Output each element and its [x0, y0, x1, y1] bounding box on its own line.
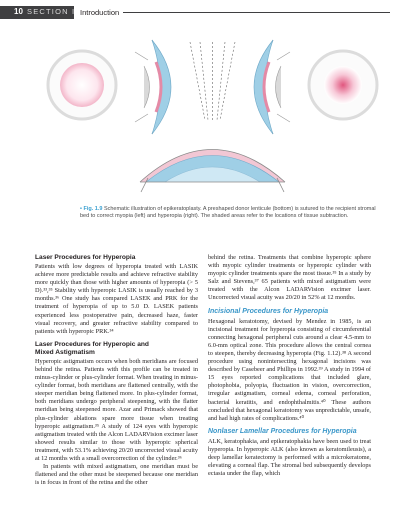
paragraph: behind the retina. Treatments that combine hyperopic sphere with myopic cylinder treatments or hyperopic cylinder with myopic cylinder treatments spare the most tissue.³⁵ In a study by Salz and Stevens,³⁷ 65 patients with mixed astigmatism were treated with the Alcon LADARVision excimer laser. Uncorrected visual acuity was 20/20 in 52% at 12 months. [208, 254, 371, 302]
guide-lines [190, 42, 235, 120]
heading-hyperopic-astig-line1: Laser Procedures for Hyperopic and [35, 340, 149, 348]
epikeratoplasty-figure [40, 32, 385, 202]
paragraph: In patients with mixed astigmatism, one meridian must be flattened and the other must be steepened because one meridian is in focus in front of the retina and the other [35, 463, 198, 487]
donor-lenticule-diagram [140, 150, 285, 193]
hyperopia-disc-diagram [309, 51, 377, 119]
figure-caption [80, 206, 380, 220]
caption-text: Schematic illustration of epikeratoplasty. A preshaped donor lenticule (bottom) is sutured to the recipient stromal bed to correct myopia (left) and hyperopia (right). The shaded areas refer to the locations of tissue subtraction. [80, 206, 376, 219]
right-column [208, 254, 371, 478]
hyperopia-eye-section [254, 40, 290, 134]
header-rule [120, 12, 390, 13]
heading-nonlaser-lamellar: Nonlaser Lamellar Procedures for Hyperopia [208, 427, 357, 435]
running-header [0, 0, 400, 22]
myopia-disc-diagram [48, 51, 116, 119]
left-column [35, 254, 198, 487]
section-label: SECTION I [27, 7, 76, 16]
paragraph: ALK, keratophakia, and epikeratophakia have been used to treat hyperopia. In hyperopic ALK (also known as keratomileusis), a deep lamellar keratectomy is performed with a microkeratome, elevating a corneal flap. The stromal bed subsequently develops ectasia under the flap, which [208, 437, 371, 478]
page-number: 10 [14, 7, 23, 16]
paragraph: Patients with low degrees of hyperopia treated with LASIK achieve more predictable results and achieve refractive stability more quickly than those with higher amounts of hyperopia (> 5 D).³³,³⁵ Stability with hyperopic LASIK is usually reached by 3 months.³⁶ One study has compared LASEK and PRK for the treatment of hyperopia of up to 5.0 D. LASEK patients experienced less postoperative pain, decreased haze, faster visual recovery, and greater refractive stability compared to patients with hyperopic PRK.³⁴ [35, 263, 198, 335]
paragraph: Hexagonal keratotomy, devised by Mendez in 1985, is an incisional treatment for hyperopia consisting of circumferential connecting hexagonal peripheral cuts around a clear 4.5-mm to 6.0-mm optical zone. This procedure allows the central cornea to steepen, thereby decreasing hyperopia (Fig. 1.12).³⁸ A second procedure using nonintersecting hexagonal incisions was described by Casebeer and Phillips in 1992.³⁹ A study in 1994 of 15 eyes reported complications that included glare, photophobia, polyopia, fluctuation in vision, overcorrection, irregular astigmatism, corneal edema, corneal perforation, bacterial keratitis, and endophthalmitis.⁴⁰ These authors concluded that hexagonal keratotomy was unpredictable, unsafe, and had high rates of complications.⁴⁰ [208, 317, 371, 422]
heading-hyperopic-astig-line2: Mixed Astigmatism [35, 348, 95, 356]
heading-laser-hyperopia: Laser Procedures for Hyperopia [35, 254, 136, 261]
chapter-label: Introduction [76, 6, 123, 19]
myopia-eye-section [135, 40, 171, 134]
heading-incisional-hyperopia: Incisional Procedures for Hyperopia [208, 307, 329, 315]
caption-label: • Fig. 1.9 [80, 206, 103, 212]
paragraph: Hyperopic astigmatism occurs when both meridians are focused behind the retina. Patients with this profile can be treated in minus-cylinder or plus-cylinder format. When treating in minus-cylinder format, both meridians are flattened centrally, with the steeper meridian being flattened more. In plus-cylinder format, both meridians undergo peripheral steepening, with the flatter meridian being steepened more. Azar and Primack showed that plus-cylinder ablations spare more tissue when treating hyperopic astigmatism.³⁵ A study of 124 eyes with hyperopic astigmatism treated with the Alcon LADARVision excimer laser showed results similar to those with hyperopic spherical treatment, with 53.1% achieving 20/20 uncorrected visual acuity at 12 months with a small overcorrection of the cylinder.³⁶ [35, 357, 198, 462]
